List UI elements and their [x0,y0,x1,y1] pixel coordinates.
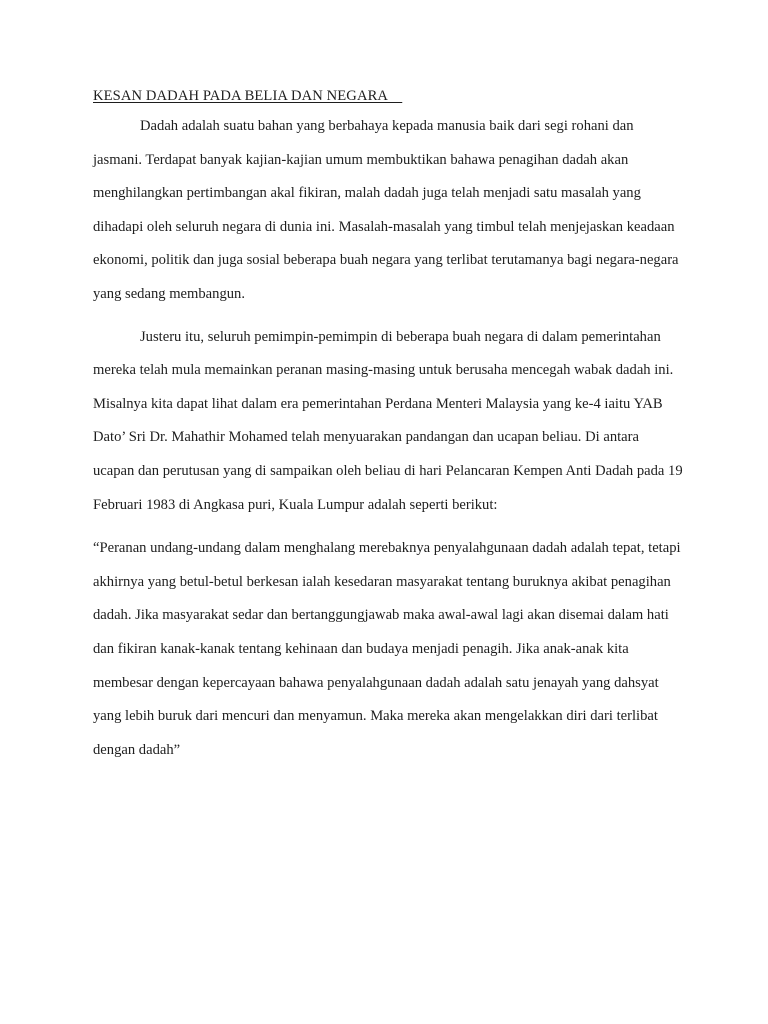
document-title: KESAN DADAH PADA BELIA DAN NEGARA [93,88,403,104]
paragraph-intro: Dadah adalah suatu bahan yang berbahaya kepada manusia baik dari segi rohani dan jasmani. Terdapat banyak kajian-kajian umum membuktikan bahawa penagihan dadah akan menghilangkan pertimbangan akal fikiran, malah dadah juga telah menjadi satu masalah yang dihadapi oleh seluruh negara di dunia ini. Masalah-masalah yang timbul telah menjejaskan keadaan ekonomi, politik dan juga sosial beberapa buah negara yang terlibat terutamanya bagi negara-negara yang sedang membangun. [93,118,679,302]
paragraph-leaders: Justeru itu, seluruh pemimpin-pemimpin di beberapa buah negara di dalam pemerintahan mereka telah mula memainkan peranan masing-masing untuk berusaha mencegah wabak dadah ini. Misalnya kita dapat lihat dalam era pemerintahan Perdana Menteri Malaysia yang ke-4 iaitu YAB Dato’ Sri Dr. Mahathir Mohamed telah menyuarakan pandangan dan ucapan beliau. Di antara ucapan dan perutusan yang di sampaikan oleh beliau di hari Pelancaran Kempen Anti Dadah pada 19 Februari 1983 di Angkasa puri, Kuala Lumpur adalah seperti berikut: [93,328,683,513]
paragraph-quote: “Peranan undang-undang dalam menghalang merebaknya penyalahgunaan dadah adalah tepat, tetapi akhirnya yang betul-betul berkesan ialah kesedaran masyarakat tentang buruknya akibat penagihan dadah. Jika masyarakat sedar dan bertanggungjawab maka awal-awal lagi akan disemai dalam hati dan fikiran kanak-kanak tentang kehinaan dan budaya menjadi penagih. Jika anak-anak kita membesar dengan kepercayaan bahawa penyalahgunaan dadah adalah satu jenayah yang dahsyat yang lebih buruk dari mencuri dan menyamun. Maka mereka akan mengelakkan diri dari terlibat dengan dadah” [93,540,681,758]
document-body [93,82,683,767]
